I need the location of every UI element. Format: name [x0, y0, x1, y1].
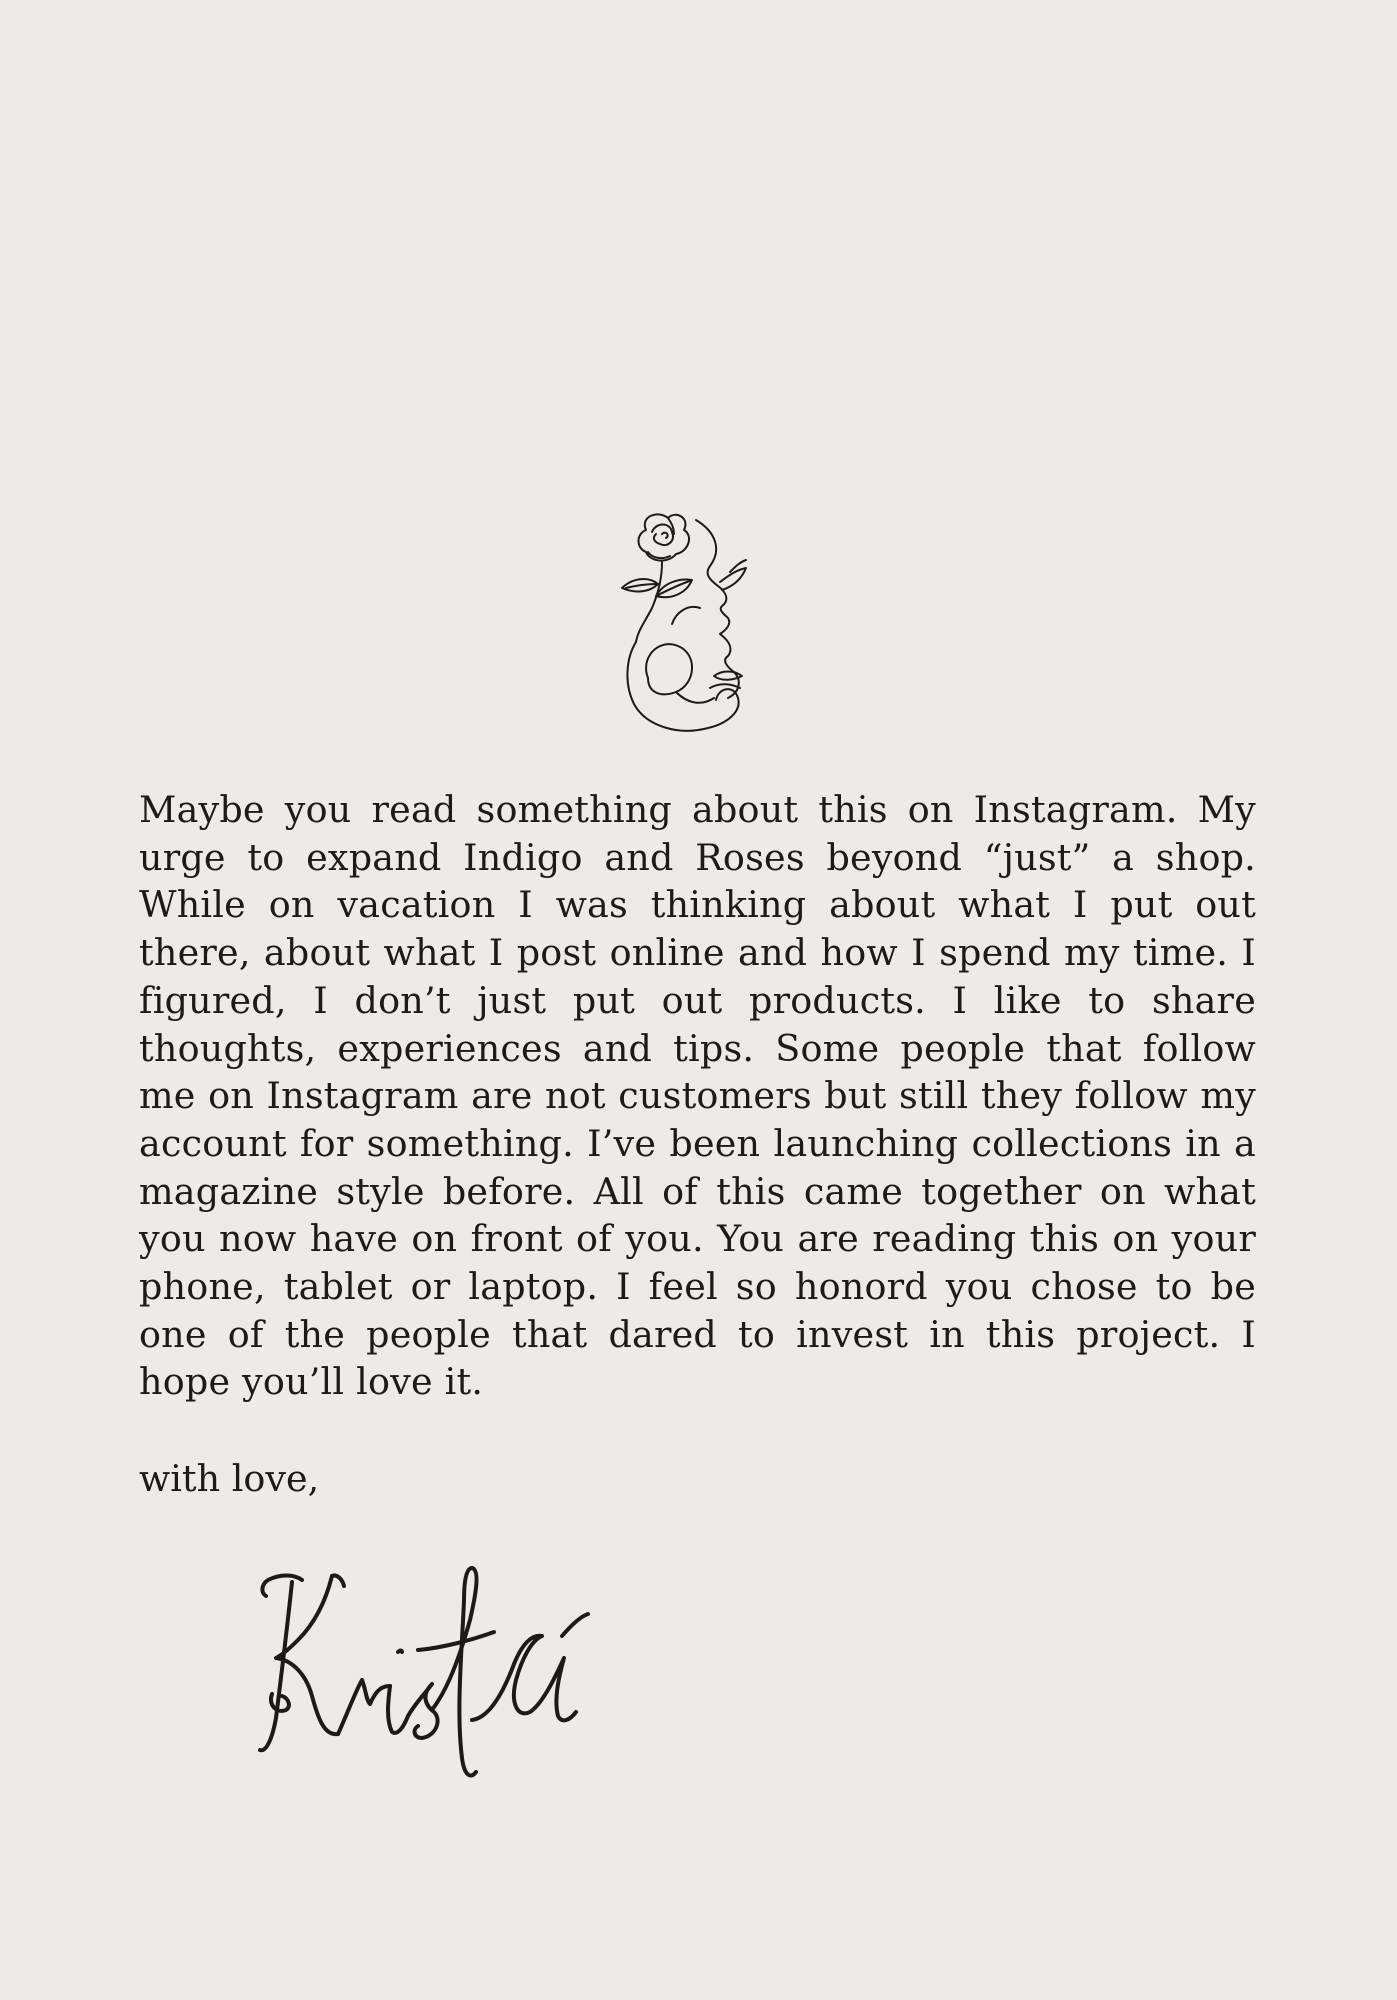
closing-text: with love,: [139, 1457, 320, 1500]
letter-body-text: Maybe you read something about this on Instagram. My urge to expand Indigo and Roses beyond “just” a shop. While on vacation I was thinking about what I put out there, about what I post online and how I spend my time. I figured, I don’t just put out products. I like to share thoughts, experiences and tips. Some people that follow me on Instagram are not customers but still they follow my account for something. I’ve been launching collections in a magazine style before. All of this came together on what you now have on front of you. You are reading this on your phone, tablet or laptop. I feel so honord you chose to be one of the people that dared to invest in this project. I hope you’ll love it.: [139, 788, 1256, 1404]
rose-face-line-art-icon: [618, 508, 776, 740]
handwritten-signature: [232, 1540, 702, 1790]
